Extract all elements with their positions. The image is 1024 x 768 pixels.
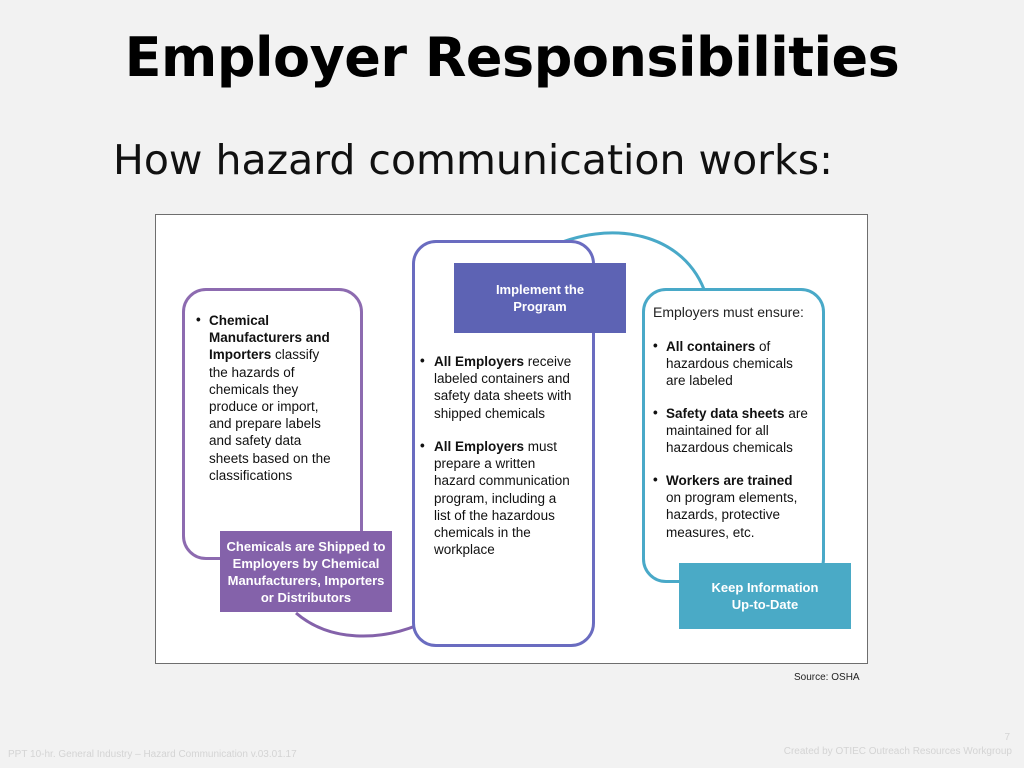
bullet-text: chemicals they (209, 381, 299, 397)
bullet-bold-text: All Employers (434, 354, 525, 369)
bullet-text: measures, etc. (666, 524, 755, 540)
bullet-text: receive (524, 354, 572, 369)
shipped-label-box (220, 531, 392, 612)
footer-credit: Created by OTIEC Outreach Resources Workgroup (783, 746, 1012, 757)
bullet-dot: • (420, 438, 425, 453)
bullet-text: classify (271, 347, 320, 363)
bullet-text: safety data sheets with (434, 388, 572, 404)
bullet-dot: • (653, 472, 658, 487)
bullet-text: prepare a written (434, 456, 536, 472)
arc-left-bottom (296, 613, 418, 636)
footer-course: PPT 10-hr. General Industry – Hazard Communication v.03.01.17 (8, 749, 297, 760)
bullet-text: of (755, 339, 771, 354)
bullet-text: sheets based on the (209, 450, 331, 466)
bullet-text: program, including a (434, 490, 557, 506)
box-line: Program (513, 299, 567, 314)
source-credit: Source: OSHA (794, 672, 860, 683)
bullet-bold-text: Workers are trained (666, 473, 793, 488)
bullet-dot: • (420, 353, 425, 368)
bullet-text: shipped chemicals (434, 405, 546, 421)
bullet-dot: • (196, 312, 201, 327)
bullet-text: are labeled (666, 373, 733, 389)
box-line: Up-to-Date (731, 597, 799, 612)
slide-title: Employer Responsibilities (124, 26, 900, 89)
bullet-text: chemicals in the (434, 525, 531, 541)
box-line: Implement the (495, 282, 585, 297)
bullet-text: hazardous chemicals (666, 440, 793, 456)
hazard-communication-diagram (155, 214, 868, 664)
bullet-dot: • (653, 338, 658, 353)
bullet-dot: • (653, 405, 658, 420)
bullet-text: hazardous chemicals (666, 356, 793, 372)
bullet-text: workplace (434, 542, 495, 558)
bullet-text: on program elements, (666, 490, 798, 506)
slide-subtitle: How hazard communication works: (113, 136, 833, 184)
bullet-text: and prepare labels (209, 416, 321, 432)
bullet-text: hazard communication (434, 473, 570, 489)
implement-program-box (454, 263, 626, 333)
bullet-text: hazards, protective (666, 507, 781, 523)
bullet-text: maintained for all (666, 423, 769, 439)
box-line: Keep Information (711, 580, 819, 595)
bullet-bold-text: Manufacturers and (209, 330, 330, 346)
box-line: Manufacturers, Importers (227, 572, 385, 588)
box-line: Chemicals are Shipped to (226, 538, 386, 554)
box-line: Employers by Chemical (232, 555, 380, 571)
bullet-text: and safety data (209, 433, 302, 449)
bullet-bold-text: All containers (666, 339, 756, 354)
bullet-text: are (784, 406, 808, 421)
bullet-text: classifications (209, 467, 293, 483)
bullet-bold-text: Chemical (209, 313, 270, 328)
bullet-text: list of the hazardous (434, 507, 555, 523)
keep-up-to-date-box (679, 563, 851, 629)
bullet-bold-text: Safety data sheets (666, 406, 785, 421)
bullet-text: the hazards of (209, 364, 295, 380)
ensure-heading: Employers must ensure: (653, 304, 804, 320)
bullet-bold-text: Importers (209, 347, 272, 363)
bullet-text: must (524, 439, 558, 454)
box-line: or Distributors (260, 589, 352, 605)
page-number: 7 (1004, 732, 1010, 743)
bullet-text: produce or import, (209, 399, 319, 415)
bullet-text: labeled containers and (434, 371, 570, 387)
bullet-bold-text: All Employers (434, 439, 525, 454)
